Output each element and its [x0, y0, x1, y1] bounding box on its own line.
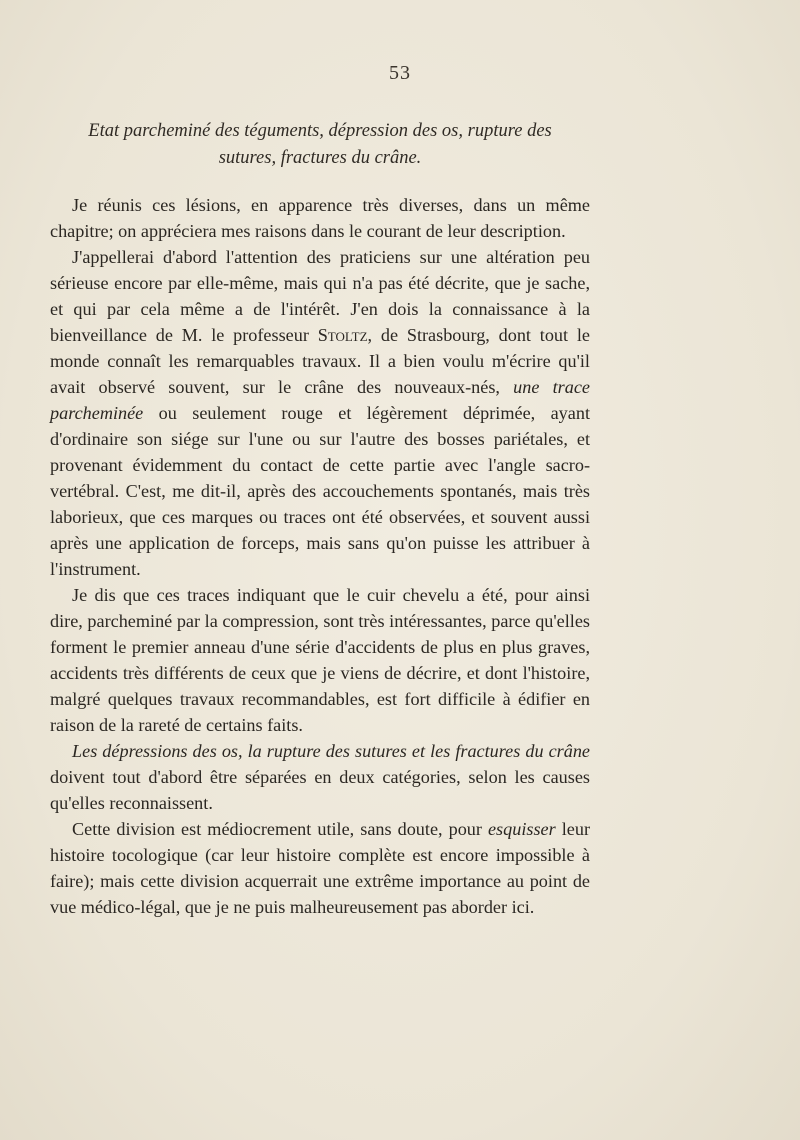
heading-line-2: sutures, fractures du crâne. [218, 148, 422, 168]
paragraph-2-text-c: ou seulement rouge et légèrement déprimée, ayant d'ordinaire son siége sur l'une ou sur l'autre des bosses pariétales, et provenant évidemment du contact de cette partie avec l'angle sacro-vertébral. C'est, me dit-il, après des accouchements spontanés, mais très laborieux, que ces marques ou traces ont été observées, et souvent aussi après une application de forceps, mais sans qu'on puisse les attribuer à l'instrument. [50, 403, 590, 579]
paragraph-2 [50, 244, 590, 582]
paragraph-3-text: Je dis que ces traces indiquant que le cuir chevelu a été, pour ainsi dire, parcheminé par la compression, sont très intéressantes, parce qu'elles forment le premier anneau d'une série d'accidents de plus en plus graves, accidents très différents de ceux que je viens de décrire, et dont l'histoire, malgré quelques travaux recommandables, est fort difficile à édifier en raison de la rareté de certains faits. [50, 585, 590, 735]
paragraph-2-italic-term: une trace parcheminée [50, 377, 590, 423]
paragraph-2-text-a: J'appellerai d'abord l'attention des praticiens sur une altération peu sérieuse encore par elle-même, mais qui n'a pas été décrite, que je sache, et qui par cela même a de l'intérêt. J'en dois la connaissance à la bienveillance de M. le professeur [50, 247, 590, 345]
paragraph-4-italic-term: Les dépressions des os, la rupture des sutures et les fractures du crâne [72, 741, 590, 761]
paragraph-5 [50, 816, 590, 920]
paragraph-1-text: Je réunis ces lésions, en apparence très diverses, dans un même chapitre; on appréciera mes raisons dans le courant de leur description. [50, 195, 590, 241]
paragraph-5-text-a: Cette division est médiocrement utile, sans doute, pour [72, 819, 488, 839]
text-block [50, 118, 590, 920]
section-heading [50, 118, 590, 172]
paragraph-3 [50, 582, 590, 738]
paragraph-5-italic-term: esquisser [487, 819, 556, 839]
paragraph-4-text: doivent tout d'abord être séparées en deux catégories, selon les causes qu'elles reconnaissent. [50, 767, 590, 813]
author-name-stoltz: Stoltz [317, 325, 368, 345]
paragraph-4 [50, 738, 590, 816]
page-number: 53 [389, 62, 411, 84]
paragraph-1 [50, 192, 590, 244]
paragraph-5-text-b: leur histoire tocologique (car leur histoire complète est encore impossible à faire); mais cette division acquerrait une extrême importance au point de vue médico-légal, que je ne puis malheureusement pas aborder ici. [50, 819, 590, 917]
heading-line-1: Etat parcheminé des téguments, dépression des os, rupture des [88, 121, 552, 141]
paragraph-2-text-b: , de Strasbourg, dont tout le monde connaît les remarquables travaux. Il a bien voulu m'écrire qu'il avait observé souvent, sur le crâne des nouveaux-nés, [50, 325, 590, 397]
